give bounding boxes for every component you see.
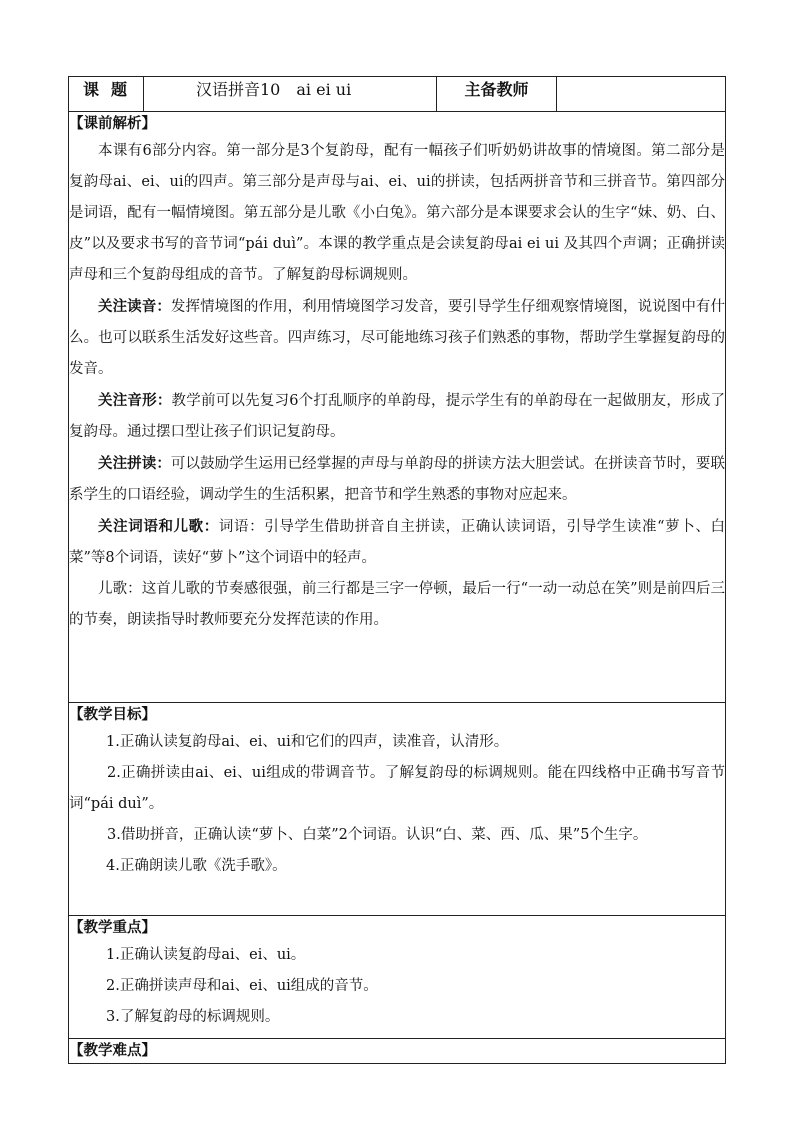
goals-section (69, 703, 726, 916)
lesson-plan-table (68, 76, 726, 1064)
difficulties-title: 【教学难点】 (69, 1042, 156, 1059)
key-point-item: 2.正确拼读声母和ai、ei、ui组成的音节。 (106, 978, 378, 994)
goals-title: 【教学目标】 (69, 706, 156, 723)
key-points-row (69, 916, 726, 1039)
key-point-item: 1.正确认读复韵母ai、ei、ui。 (106, 947, 306, 963)
focus-shape (69, 385, 725, 448)
focus-text: 词语：引导学生借助拼音自主拼读，正确认读词语，引导学生读准“萝卜、白菜”等8个词语，读好“萝卜”这个词语中的轻声。 (69, 519, 726, 566)
goals-row (69, 703, 726, 916)
focus-text: 发挥情境图的作用，利用情境图学习发音，要引导学生仔细观察情境图，说说图中有什么。也可以联系生活发好这些音。四声练习，尽可能地练习孩子们熟悉的事物，帮助学生掌握复韵母的发音。 (69, 299, 726, 377)
focus-text: 教学前可以先复习6个打乱顺序的单韵母，提示学生有的单韵母在一起做朋友，形成了复韵母。通过摆口型让孩子们识记复韵母。 (69, 393, 725, 440)
goal-item: 4.正确朗读儿歌《洗手歌》。 (106, 858, 287, 874)
focus-lead: 关注拼读： (98, 455, 171, 472)
focus-words-songs (69, 511, 725, 574)
key-points-title: 【教学重点】 (69, 919, 156, 936)
pre-analysis-intro: 本课有6部分内容。第一部分是3个复韵母，配有一幅孩子们听奶奶讲故事的情境图。第二部分是复韵母ai、ei、ui的四声。第三部分是声母与ai、ei、ui的拼读，包括两拼音节和三拼音节。第四部分是词语，配有一幅情境图。第五部分是儿歌《小白兔》。第六部分是本课要求会认的生字“妹、奶、白、皮”以及要求书写的音节词“pái duì”。本课的教学重点是会读复韵母ai ei ui 及其四个声调；正确拼读声母和三个复韵母组成的音节。了解复韵母标调规则。 (69, 143, 725, 283)
pre-analysis-title: 【课前解析】 (69, 115, 156, 132)
difficulties-row (69, 1039, 726, 1064)
goal-item: 2.正确拼读由ai、ei、ui组成的带调音节。了解复韵母的标调规则。能在四线格中正确书写音节词“pái duì”。 (69, 765, 725, 812)
pre-analysis-row (69, 112, 726, 703)
teacher-value (557, 77, 726, 112)
focus-spelling (69, 448, 725, 511)
pre-analysis-section (69, 112, 726, 703)
key-point-item: 3.了解复韵母的标调规则。 (106, 1009, 280, 1025)
topic-label: 课题 (69, 77, 144, 112)
focus-lead: 关注音形： (98, 392, 172, 409)
teacher-label: 主备教师 (437, 77, 557, 112)
focus-lead: 关注词语和儿歌： (98, 518, 219, 535)
header-row (69, 77, 726, 112)
lesson-plan-document (68, 76, 725, 1064)
goal-item: 3.借助拼音，正确认读“萝卜、白菜”2个词语。认识“白、菜、西、瓜、果”5个生字。 (107, 827, 648, 843)
focus-lead: 关注读音： (98, 298, 171, 315)
goal-item: 1.正确认读复韵母ai、ei、ui和它们的四声，读准音，认清形。 (106, 734, 509, 750)
difficulties-section (69, 1039, 726, 1064)
song-note: 儿歌：这首儿歌的节奏感很强，前三行都是三字一停顿，最后一行“一动一动总在笑”则是前四后三的节奏，朗读指导时教师要充分发挥范读的作用。 (69, 581, 725, 628)
focus-pronunciation (69, 291, 725, 385)
focus-text: 可以鼓励学生运用已经掌握的声母与单韵母的拼读方法大胆尝试。在拼读音节时，要联系学生的口语经验，调动学生的生活积累，把音节和学生熟悉的事物对应起来。 (69, 456, 726, 503)
topic-value: 汉语拼音10 ai ei ui (144, 77, 437, 112)
key-points-section (69, 916, 726, 1039)
